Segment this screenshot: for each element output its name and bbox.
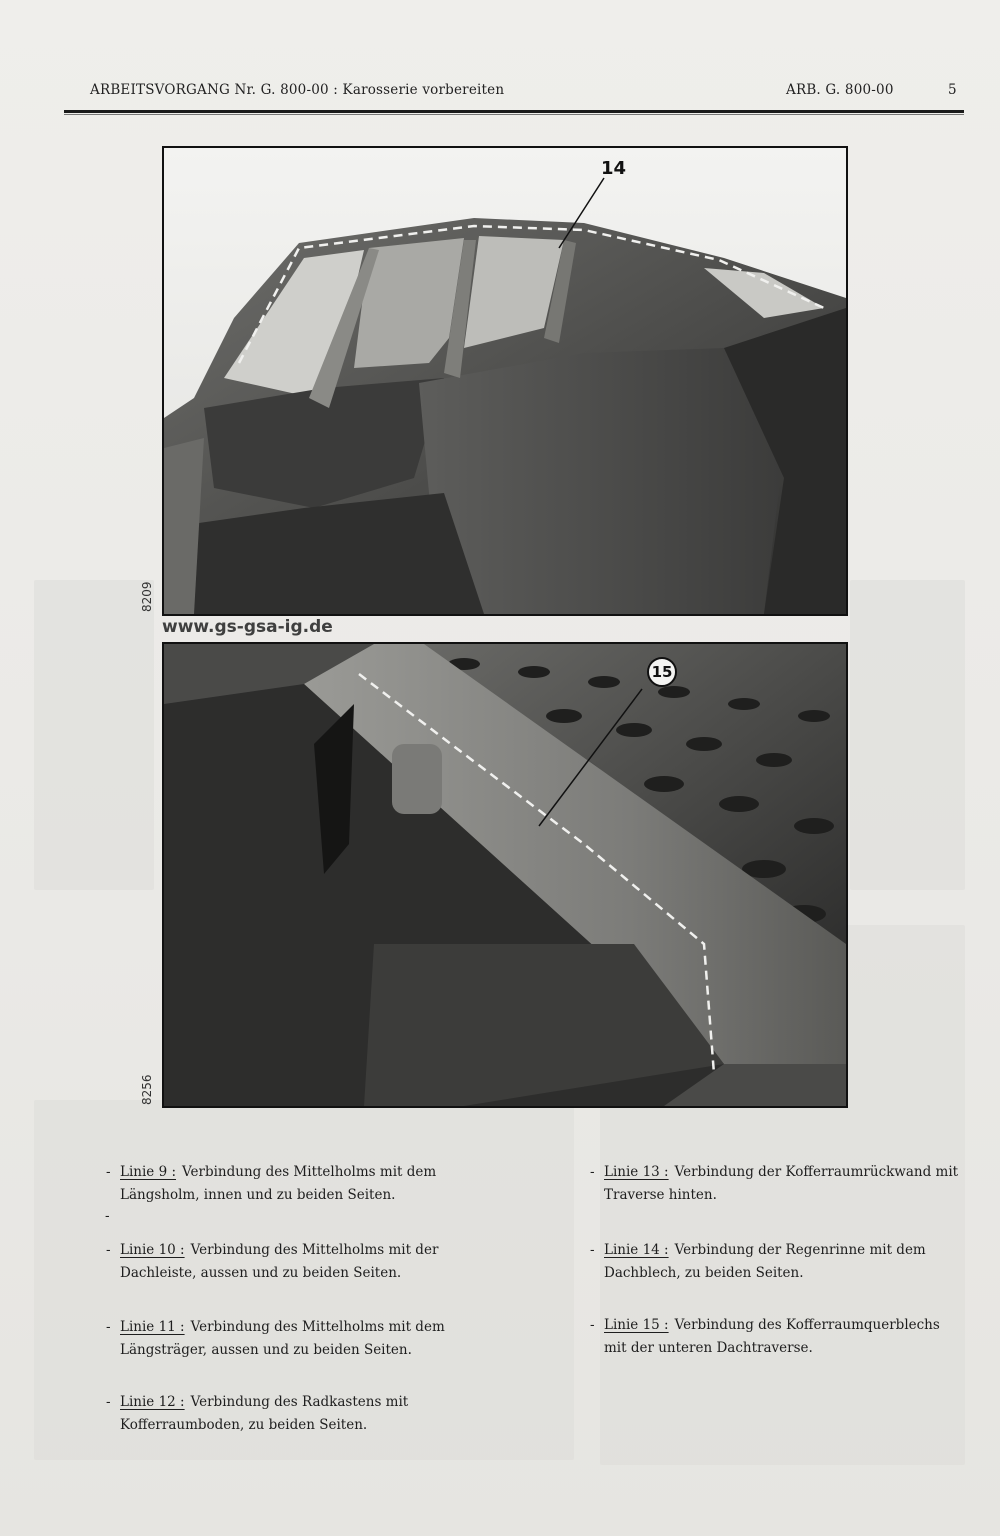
callout-15: 15 <box>647 657 677 687</box>
bleed-through-block <box>850 580 965 890</box>
linie-label: Linie 14 : <box>604 1242 669 1258</box>
linie-label: Linie 15 : <box>604 1317 669 1333</box>
legend-item-linie-11: - Linie 11 : Verbindung des Mittelholms mit dem Längsträger, aussen und zu beiden Seiten. <box>106 1319 445 1358</box>
legend-item-linie-12: - Linie 12 : Verbindung des Radkastens mit Kofferraumboden, zu beiden Seiten. <box>106 1394 409 1433</box>
running-header <box>64 78 964 108</box>
figure-id-8209: 8209 <box>140 581 154 612</box>
header-rule-thin <box>64 114 964 115</box>
trunk-crossmember-illustration <box>164 644 846 1106</box>
legend-item-linie-14: - Linie 14 : Verbindung der Regenrinne mit dem Dachblech, zu beiden Seiten. <box>590 1242 926 1281</box>
legend-item-linie-15: - Linie 15 : Verbindung des Kofferraumquerblechs mit der unteren Dachtraverse. <box>590 1317 940 1356</box>
linie-text: Verbindung des Mittelholms mit der Dachleiste, aussen und zu beiden Seiten. <box>120 1242 439 1281</box>
bleed-through-block <box>34 580 154 890</box>
watermark-url: www.gs-gsa-ig.de <box>162 617 333 637</box>
linie-label: Linie 12 : <box>120 1394 185 1410</box>
linie-text: Verbindung des Mittelholms mit dem Längsträger, aussen und zu beiden Seiten. <box>120 1319 445 1358</box>
linie-text: Verbindung der Kofferraumrückwand mit Traverse hinten. <box>604 1164 959 1203</box>
legend-item-linie-9: - Linie 9 : Verbindung des Mittelholms mit dem Längsholm, innen und zu beiden Seiten. <box>106 1164 437 1203</box>
header-ref: ARB. G. 800-00 <box>786 82 894 98</box>
legend-item-linie-13: - Linie 13 : Verbindung der Kofferraumrückwand mit Traverse hinten. <box>590 1164 959 1203</box>
car-body-side-illustration <box>164 148 846 614</box>
linie-text: Verbindung der Regenrinne mit dem Dachblech, zu beiden Seiten. <box>604 1242 926 1281</box>
figure-photo-side-body <box>162 146 848 616</box>
linie-text: Verbindung des Radkastens mit Kofferraumboden, zu beiden Seiten. <box>120 1394 409 1433</box>
header-title: ARBEITSVORGANG Nr. G. 800-00 : Karosserie vorbereiten <box>90 82 505 98</box>
stray-dash: - <box>105 1208 110 1224</box>
figure-photo-trunk <box>162 642 848 1108</box>
linie-label: Linie 9 : <box>120 1164 177 1180</box>
callout-14: 14 <box>601 158 627 179</box>
figure-id-8256: 8256 <box>140 1074 154 1105</box>
page-number: 5 <box>948 82 957 98</box>
header-rule <box>64 110 964 113</box>
linie-label: Linie 11 : <box>120 1319 185 1335</box>
linie-label: Linie 10 : <box>120 1242 185 1258</box>
linie-label: Linie 13 : <box>604 1164 669 1180</box>
linie-text: Verbindung des Mittelholms mit dem Längsholm, innen und zu beiden Seiten. <box>120 1164 437 1203</box>
linie-text: Verbindung des Kofferraumquerblechs mit der unteren Dachtraverse. <box>604 1317 940 1356</box>
legend-item-linie-10: - Linie 10 : Verbindung des Mittelholms mit der Dachleiste, aussen und zu beiden Seiten. <box>106 1242 439 1281</box>
